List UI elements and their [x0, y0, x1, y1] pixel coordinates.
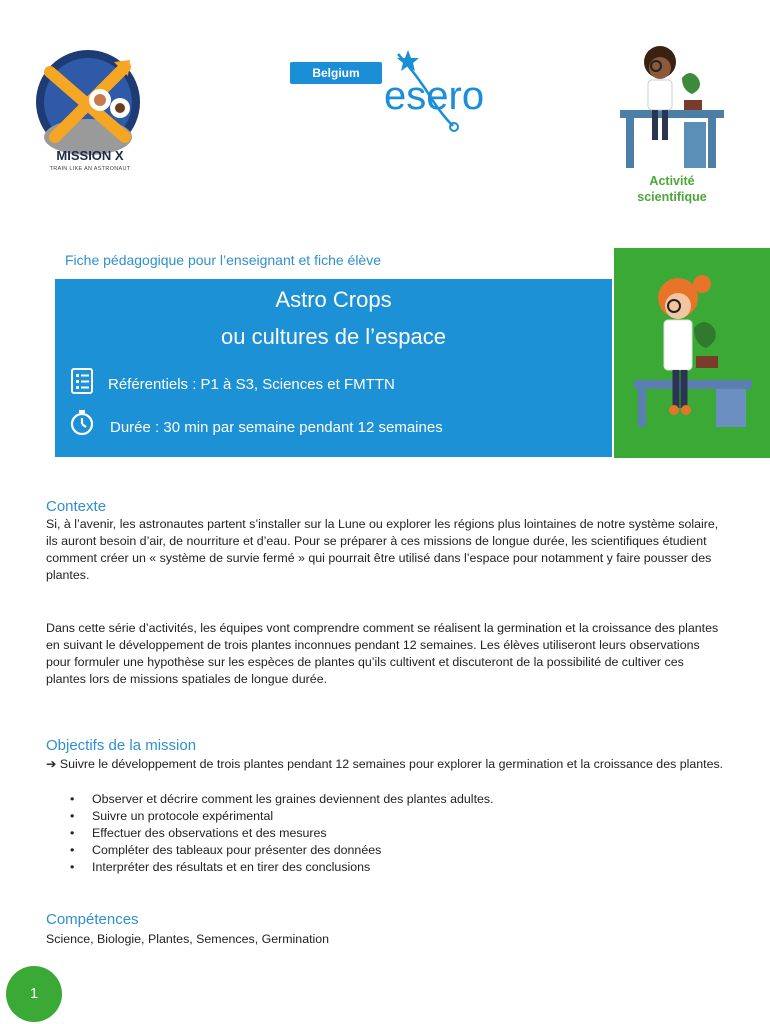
- context-paragraph-1: Si, à l’avenir, les astronautes partent s’installer sur la Lune ou explorer les régions plus lointaines de notre système solaire, ils auront besoin d’air, de nourriture et d’eau. Pour se préparer à ces missions de longue durée, les scientifiques étudient comment créer un « système de survie fermé » qui pourrait être utilisé dans l’espace pour notamment y faire pousser des plantes.: [46, 517, 719, 582]
- scientist-girl-illustration: [614, 248, 770, 458]
- context-heading: Contexte: [46, 498, 107, 515]
- objective-item: • Effectuer des observations et des mesures: [46, 825, 494, 842]
- objective-item: • Interpréter des résultats et en tirer des conclusions: [46, 859, 494, 876]
- sheet-subtitle: Fiche pédagogique pour l’enseignant et fiche élève: [65, 252, 382, 268]
- page-title-line2: ou cultures de l’espace: [220, 324, 447, 349]
- stopwatch-icon: [68, 408, 96, 436]
- objectives-list: [46, 791, 494, 876]
- checklist-icon: [70, 368, 94, 394]
- mission-logo-text: MISSION X: [56, 148, 124, 163]
- objective-item: • Suivre un protocole expérimental: [46, 808, 494, 825]
- referentials-text: Référentiels : P1 à S3, Sciences et FMTTN: [108, 376, 395, 393]
- objective-item: • Compléter des tableaux pour présenter des données: [46, 842, 494, 859]
- context-paragraph-2: Dans cette série d’activités, les équipes vont comprendre comment se réalisent la germination et la croissance des plantes en suivant le développement de trois plantes inconnues pendant 12 semaines. Les élèves utiliseront leurs observations pour formuler une hypothèse sur les espèces de plantes qu’ils cultivent et discuteront de la possibilité de cultiver ces plantes lors de missions spatiales de longue durée.: [46, 621, 719, 686]
- activity-label: [612, 173, 732, 205]
- activity-label-line1: Activité: [649, 174, 695, 188]
- page-title: Astro Crops: [275, 287, 392, 312]
- esero-logo-text: esero: [384, 74, 485, 118]
- green-illustration-panel: [614, 248, 770, 458]
- duration-text: Durée : 30 min par semaine pendant 12 semaines: [110, 419, 443, 436]
- objectives-lead: ➔ Suivre le développement de trois plantes pendant 12 semaines pour explorer la germination et la croissance des plantes.: [46, 757, 724, 771]
- scientist-boy-illustration: [612, 38, 732, 173]
- objectives-heading: Objectifs de la mission: [46, 737, 197, 754]
- page-number: 1: [6, 966, 62, 1022]
- esero-logo: [378, 46, 528, 136]
- objective-item: • Observer et décrire comment les graines deviennent des plantes adultes.: [46, 791, 494, 808]
- activity-label-line2: scientifique: [637, 190, 707, 204]
- skills-heading: Compétences: [46, 911, 139, 928]
- mission-logo-tagline: TRAIN LIKE AN ASTRONAUT: [49, 166, 131, 172]
- belgium-badge: Belgium: [290, 62, 382, 84]
- skills-text: Science, Biologie, Plantes, Semences, Germination: [46, 932, 330, 946]
